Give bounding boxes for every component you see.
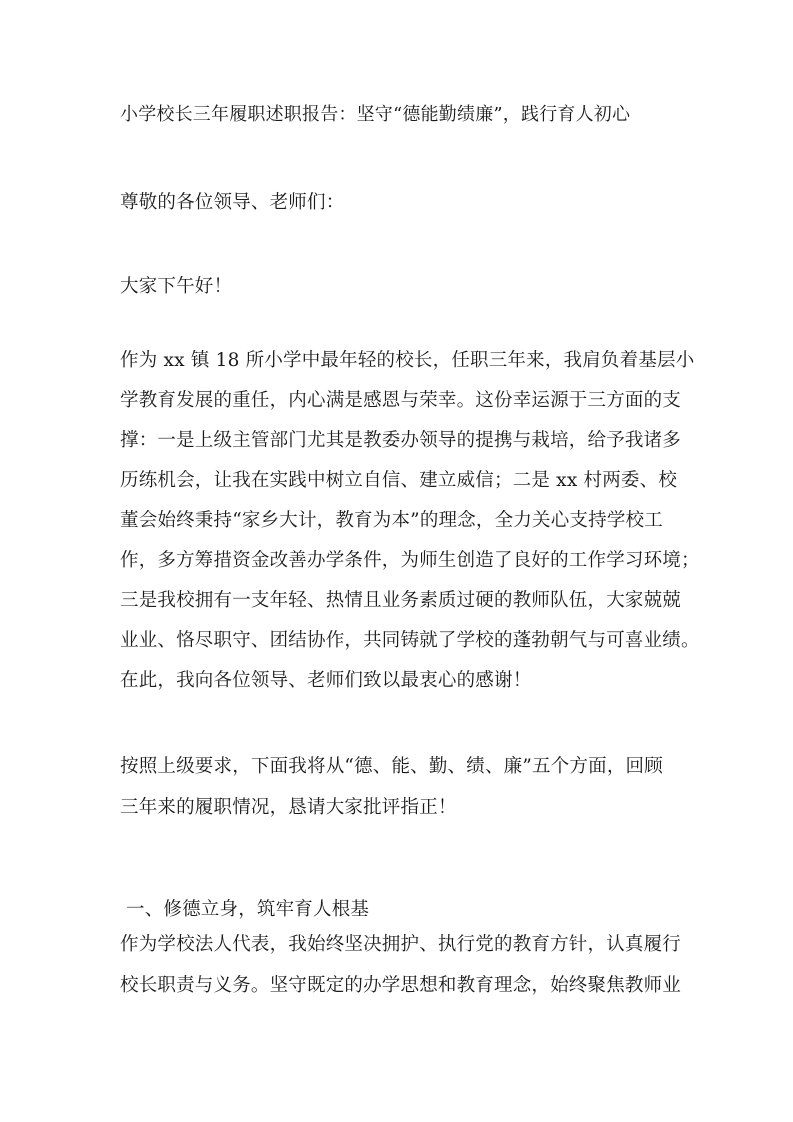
section-heading: 一、修德立身，筑牢育人根基 xyxy=(126,899,370,920)
paragraph-line: 学教育发展的重任，内心满是感恩与荣幸。这份幸运源于三方面的支 xyxy=(120,390,682,411)
document-title: 小学校长三年履职述职报告：坚守“德能勤绩廉”，践行育人初心 xyxy=(120,104,631,125)
paragraph-line: 作为学校法人代表，我始终坚决拥护、执行党的教育方针，认真履行 xyxy=(120,934,682,955)
salutation: 尊敬的各位领导、老师们： xyxy=(120,192,345,213)
paragraph-line: 董会始终秉持“家乡大计，教育为本”的理念，全力关心支持学校工 xyxy=(120,510,663,531)
paragraph-line: 作为 xx 镇 18 所小学中最年轻的校长，任职三年来，我肩负着基层小 xyxy=(120,350,695,371)
paragraph-line: 业业、恪尽职守、团结协作，共同铸就了学校的蓬勃朝气与可喜业绩。 xyxy=(120,630,700,651)
paragraph-line: 撑：一是上级主管部门尤其是教委办领导的提携与栽培，给予我诸多 xyxy=(120,430,682,451)
paragraph-line: 校长职责与义务。坚守既定的办学思想和教育理念，始终聚焦教师业 xyxy=(120,975,682,996)
paragraph-line: 作，多方筹措资金改善办学条件，为师生创造了良好的工作学习环境； xyxy=(120,550,700,571)
paragraph-line: 在此，我向各位领导、老师们致以最衷心的感谢！ xyxy=(120,670,532,691)
paragraph-line: 三是我校拥有一支年轻、热情且业务素质过硬的教师队伍，大家兢兢 xyxy=(120,590,682,611)
paragraph-line: 按照上级要求，下面我将从“德、能、勤、绩、廉”五个方面，回顾 xyxy=(120,756,663,777)
paragraph-line: 三年来的履职情况，恳请大家批评指正！ xyxy=(120,797,457,818)
greeting: 大家下午好！ xyxy=(120,276,233,297)
paragraph-line: 历练机会，让我在实践中树立自信、建立威信；二是 xx 村两委、校 xyxy=(120,470,678,491)
